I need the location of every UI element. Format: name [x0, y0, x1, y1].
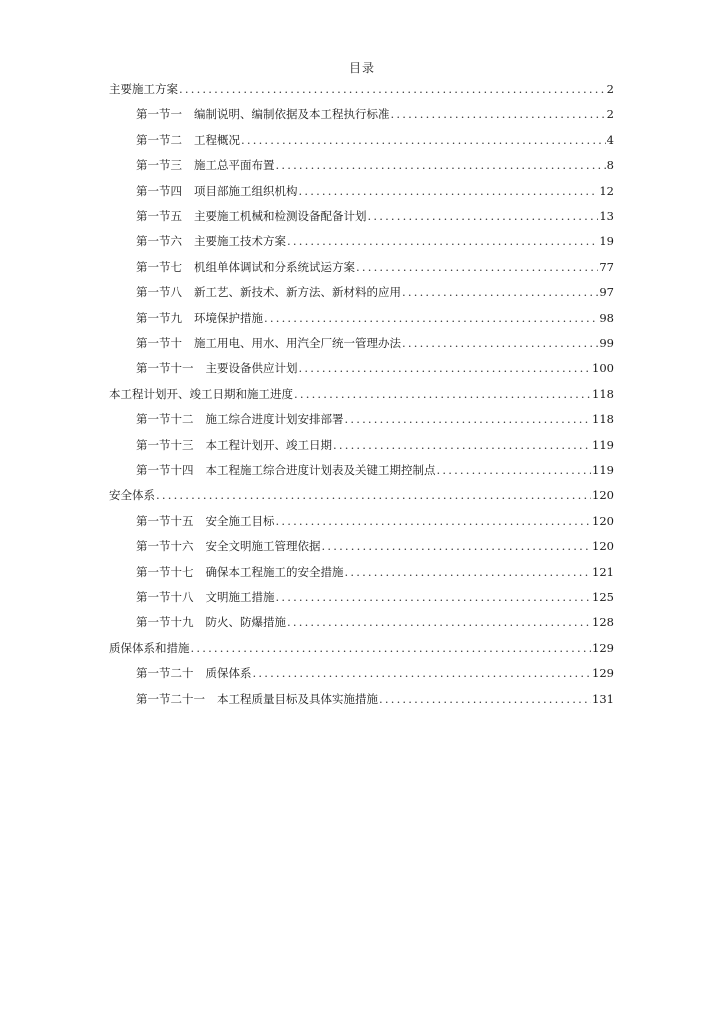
- toc-entry-title: 主要施工技术方案: [194, 234, 286, 249]
- toc-entry-title: 主要施工方案: [109, 82, 178, 96]
- dot-leader: [156, 485, 591, 505]
- toc-entry: [136, 282, 614, 302]
- toc-entry-page-number: 118: [592, 412, 614, 427]
- toc-entry-number: 第一节二十: [136, 666, 194, 681]
- toc-entry-number: 第一节一: [136, 107, 182, 122]
- toc-entry-page-number: 125: [592, 590, 614, 604]
- toc-entry-page-number: 12: [599, 183, 614, 198]
- toc-entry-title: 环境保护措施: [194, 310, 263, 325]
- toc-entry-page-number: 119: [592, 437, 614, 452]
- toc-entry-number: 第一节三: [136, 158, 182, 173]
- toc-entry-number: 第一节十六: [136, 539, 194, 554]
- toc-entry-number: 第一节十四: [136, 463, 194, 477]
- dot-leader: [287, 612, 591, 632]
- dot-leader: [437, 460, 592, 480]
- toc-entry-number: 第一节十: [136, 336, 182, 350]
- toc-entry-page-number: 120: [592, 513, 614, 528]
- dot-leader: [333, 435, 591, 455]
- toc-title: 目录: [348, 61, 375, 75]
- toc-entry-number: 第一节四: [136, 183, 182, 198]
- toc-entry-title: 施工用电、用水、用汽全厂统一管理办法: [194, 336, 401, 350]
- toc-entry: [136, 104, 614, 124]
- toc-entry-title: 主要施工机械和检测设备配备计划: [194, 209, 367, 223]
- dot-leader: [322, 536, 592, 556]
- toc-entry: [136, 460, 614, 480]
- toc-entry-title: 编制说明、编制依据及本工程执行标准: [194, 107, 390, 122]
- toc-entry: [136, 511, 614, 531]
- dot-leader: [276, 511, 592, 531]
- toc-entry-title: 安全文明施工管理依据: [205, 539, 321, 554]
- toc-entry-title: 施工综合进度计划安排部署: [205, 412, 344, 427]
- toc-entry: [136, 257, 614, 277]
- toc-entry-page-number: 120: [592, 488, 614, 503]
- toc-entry-title: 本工程施工综合进度计划表及关键工期控制点: [205, 463, 436, 477]
- toc-entry-page-number: 120: [592, 539, 614, 554]
- toc-entry-title: 确保本工程施工的安全措施: [205, 564, 344, 579]
- dot-leader: [287, 231, 598, 251]
- dot-leader: [253, 663, 592, 683]
- toc-entry: [136, 155, 614, 175]
- toc-entry-number: 第一节五: [136, 209, 182, 223]
- toc-entry-title: 本工程计划开、竣工日期和施工进度: [109, 386, 293, 401]
- dot-leader: [356, 257, 598, 277]
- dot-leader: [345, 562, 592, 582]
- toc-entry-page-number: 121: [592, 564, 614, 579]
- toc-entry-title: 安全体系: [109, 488, 155, 503]
- dot-leader: [264, 308, 598, 328]
- toc-entry-page-number: 8: [606, 158, 614, 173]
- dot-leader: [345, 409, 592, 429]
- toc-entry-title: 防火、防爆措施: [205, 615, 286, 630]
- toc-entry-number: 第一节十九: [136, 615, 194, 630]
- toc-entry-title: 本工程计划开、竣工日期: [205, 437, 332, 452]
- toc-entry-title: 质保体系和措施: [109, 640, 190, 655]
- toc-entry: [109, 79, 614, 99]
- toc-entry: [136, 333, 614, 353]
- toc-entry: [109, 638, 614, 658]
- toc-entry-number: 第一节十三: [136, 437, 194, 452]
- dot-leader: [276, 587, 592, 607]
- toc-entry: [136, 308, 614, 328]
- dot-leader: [191, 638, 592, 658]
- toc-entry: [136, 663, 614, 683]
- toc-entry-page-number: 128: [592, 615, 614, 630]
- toc-entry: [136, 206, 614, 226]
- toc-entry-number: 第一节十八: [136, 590, 194, 604]
- toc-entry-number: 第一节十一: [136, 361, 194, 376]
- toc-entry-page-number: 129: [592, 640, 614, 655]
- toc-entry-page-number: 4: [606, 132, 614, 147]
- toc-entry-title: 安全施工目标: [205, 513, 275, 528]
- toc-entry-page-number: 118: [592, 386, 614, 401]
- toc-entry: [136, 612, 614, 632]
- toc-entry-number: 第一节八: [136, 285, 182, 300]
- dot-leader: [179, 79, 606, 99]
- toc-entry-title: 本工程质量目标及具体实施措施: [217, 691, 378, 706]
- toc-entry-title: 施工总平面布置: [194, 158, 275, 173]
- toc-entry: [136, 562, 614, 582]
- toc-entry: [136, 435, 614, 455]
- toc-entry-title: 项目部施工组织机构: [194, 183, 298, 198]
- toc-entry-page-number: 2: [606, 82, 614, 96]
- dot-leader: [402, 333, 598, 353]
- toc-entry: [136, 181, 614, 201]
- toc-entry-number: 第一节九: [136, 310, 182, 325]
- dot-leader: [276, 155, 606, 175]
- toc-entry-number: 第一节七: [136, 259, 182, 274]
- toc-entry-page-number: 13: [599, 209, 614, 223]
- toc-entry-title: 主要设备供应计划: [205, 361, 298, 376]
- toc-entry: [109, 384, 614, 404]
- dot-leader: [241, 130, 606, 150]
- toc-entry: [136, 689, 614, 709]
- dot-leader: [391, 104, 606, 124]
- dot-leader: [368, 206, 599, 226]
- dot-leader: [299, 181, 599, 201]
- toc-entry-page-number: 97: [599, 285, 614, 300]
- dot-leader: [379, 689, 591, 709]
- toc-entry: [109, 485, 614, 505]
- toc-entry-page-number: 99: [599, 336, 614, 350]
- toc-entry-number: 第一节十二: [136, 412, 194, 427]
- toc-entry-page-number: 129: [592, 666, 614, 681]
- toc-entry-page-number: 119: [592, 463, 614, 477]
- toc-entry-title: 新工艺、新技术、新方法、新材料的应用: [194, 285, 401, 300]
- dot-leader: [294, 384, 591, 404]
- toc-entry-title: 机组单体调试和分系统试运方案: [194, 259, 355, 274]
- toc-entry-title: 质保体系: [205, 666, 252, 681]
- toc-entry-page-number: 77: [599, 259, 614, 274]
- toc-entry-page-number: 98: [599, 310, 614, 325]
- toc-entry: [136, 409, 614, 429]
- dot-leader: [299, 358, 592, 378]
- dot-leader: [402, 282, 598, 302]
- toc-entry: [136, 358, 614, 378]
- toc-entry-page-number: 19: [599, 234, 614, 249]
- toc-entry: [136, 130, 614, 150]
- toc-entry-title: 文明施工措施: [205, 590, 275, 604]
- toc-entry-number: 第一节十七: [136, 564, 194, 579]
- toc-entry-number: 第一节二: [136, 132, 182, 147]
- toc-entry-page-number: 100: [592, 361, 614, 376]
- toc-entry-page-number: 2: [606, 107, 614, 122]
- toc-entry-title: 工程概况: [194, 132, 240, 147]
- toc-entry-number: 第一节二十一: [136, 691, 205, 706]
- toc-entry-page-number: 131: [592, 691, 614, 706]
- toc-entry-number: 第一节六: [136, 234, 182, 249]
- toc-entry: [136, 231, 614, 251]
- toc-entry: [136, 587, 614, 607]
- toc-entry-number: 第一节十五: [136, 513, 194, 528]
- toc-entry: [136, 536, 614, 556]
